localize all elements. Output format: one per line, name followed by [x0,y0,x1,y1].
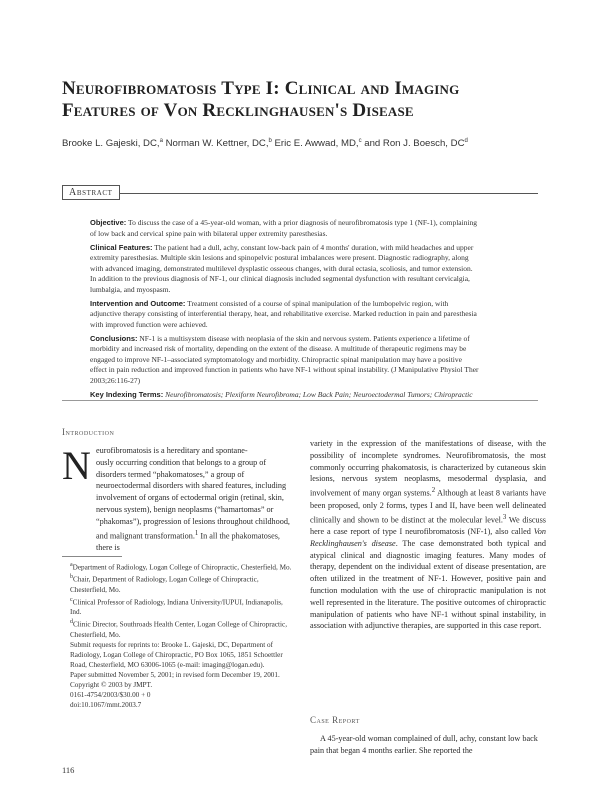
ref-2: 2 [431,487,436,495]
right-column-text [310,438,546,632]
abstract-bottom-rule [62,400,538,401]
author-3-affil: c [358,138,362,144]
right-paragraph: variety in the expression of the manifestations of disease, with the possibility of incomplete syndromes. Neurofibromatosis, the most commonly occurring phakomatosis, is characterized by cutaneous skin lesions, nervous system neoplasms, mesodermal dysplasia, and involvement of many organ systems.$^2$ Although at least 8 variants have been proposed, only 2 forms, types I and II, have been well delineated clinically and shown to be distinct at the molecular level.$^3$ We discuss here a case report of type I neurofibromatosis (NF-1), also called Von Recklinghausen's disease. The case demonstrated both typical and atypical clinical and diagnostic imaging features. Many modes of therapy, dependent on the individual extent of disease presentation, are often utilized in the treatment of NF-1. However, positive pain and function modulation with the use of chiropractic manipulation is not well represented in the literature. The positive outcomes of chiropractic manipulation of patients who have NF-1 without spinal instability, in association with adjunctive therapies, are supported in this case report. [310,439,546,631]
abstract-keyterms [90,390,480,401]
abstract-conclusions [90,334,480,387]
footnote-issn: 0161-4754/2003/$30.00 + 0 [70,690,151,699]
intro-body [62,457,294,554]
footnote-d: $^d$Clinic Director, Southroads Health Center, Logan College of Chiropractic, Chesterfield, Mo. [70,619,287,639]
footnote-a: $^a$Department of Radiology, Logan College of Chiropractic, Chesterfield, Mo. [70,562,292,572]
footnote-c: $^c$Clinical Professor of Radiology, Indiana University/IUPUI, Indianapolis, Ind. [70,596,283,617]
conclusions-label: Conclusions: [90,333,138,343]
footnote-b: $^b$Chair, Department of Radiology, Logan College of Chiropractic, Chesterfield, Mo. [70,574,259,594]
disease-name-italic: Von Recklinghausen's disease [310,527,546,548]
abstract-intervention [90,299,480,331]
footnote-submitted: Paper submitted November 5, 2001; in revised form December 19, 2001. [70,670,280,679]
conclusions-text: NF-1 is a multisystem disease with neoplasia of the skin and nervous system. Patients experience a lifetime of morbidity and increased risk of mortality, depending on the extent of the disease. A multitude of therapeutic regimens may be engaged to improve NF-1–associated symptomatology and morbidity. Chiropractic spinal manipulation may have a positive effect in pain reduction and improved function in patients who have NF-1 without spinal instability. (J Manipulative Physiol Ther 2003;26:116-27) [90,333,479,385]
author-2-affil: b [268,138,272,144]
objective-label: Objective: [90,218,127,227]
abstract-body [90,218,480,404]
intro-rest-end: In all the phakomatoses, there is [96,531,280,553]
author-2: Norman W. Kettner, DC, [162,138,269,150]
ref-1: 1 [194,529,199,537]
intro-rest: ously occurring condition that belongs to a group of disorders termed “phakomatoses,” a group of neuroectodermal disorders with shared features, including involvement of organs of ectodermal origin (retinal, skin, nervous system), benign neoplasms (“hamartomas” or “phakomas”), progression of lesions throughout childhood, and malignant transformation. [96,457,290,541]
author-4: and Ron J. Boesch, DC [361,138,465,150]
page-number: 116 [62,765,75,775]
clinical-text: The patient had a dull, achy, constant low-back pain of 4 months' duration, with mild headaches and upper extremity paresthesias. Multiple skin lesions and spinopelvic postural imbalances were present. Diagnostic radiography, along with advanced imaging, demonstrated multilevel dysplastic osseous changes, with dural ectasia, scoliosis, and tumor extension. In addition to the previous diagnosis of NF-1, our clinical diagnosis included segmental dysfunction with resultant cervicalgia, lumbalgia, and myospasm. [90,242,474,294]
keyterms-label: Key Indexing Terms: [90,389,164,399]
ref-3: 3 [502,513,507,521]
footnotes [62,560,294,710]
introduction-text [62,445,294,554]
case-report-heading: Case Report [310,715,360,725]
footnote-rule [62,556,122,557]
intervention-label: Intervention and Outcome: [90,298,186,308]
author-1: Brooke L. Gajeski, DC, [62,138,160,150]
footnote-doi: doi:10.1067/mmt.2003.7 [70,700,142,709]
footnote-reprints: Submit requests for reprints to: Brooke L. Gajeski, DC, Department of Radiology, Logan College of Chiropractic, PO Box 1065, 1851 Schoettler Road, Chesterfield, MO 63006-1065 (e-mail: imaging@logan.edu). [70,640,283,669]
drop-cap: N [62,443,91,488]
clinical-label: Clinical Features: [90,242,153,252]
introduction-heading: Introduction [62,427,115,437]
intervention-text: Treatment consisted of a course of spinal manipulation of the lumbopelvic region, with adjunctive therapy consisting of interferential therapy, heat, and rehabilitative exercise. Marked reduction in pain and paresthesia with improved function were achieved. [90,298,477,329]
objective-text: To discuss the case of a 45-year-old woman, with a prior diagnosis of neurofibromatosis type 1 (NF-1), complaining of low back and cervical spine pain with bilateral upper extremity paresthesias. [90,218,478,238]
title-line-1: Neurofibromatosis Type I: Clinical and Imaging [62,78,460,99]
abstract-clinical [90,243,480,296]
author-3: Eric E. Awwad, MD, [271,138,359,150]
author-1-affil: a [159,138,163,144]
case-report-text: A 45-year-old woman complained of dull, achy, constant low back pain that began 4 months earlier. She reported the [310,734,538,755]
footnote-copyright: Copyright © 2003 by JMPT. [70,680,153,689]
abstract-top-rule [62,193,538,194]
author-4-affil: d [464,138,468,144]
intro-first-line: eurofibromatosis is a hereditary and spontane- [96,446,248,455]
abstract-label: Abstract [62,185,120,200]
abstract-objective [90,218,480,239]
author-list [62,135,542,150]
article-title [62,78,542,122]
keyterms-text: Neurofibromatosis; Plexiform Neurofibroma; Low Back Pain; Neuroectodermal Tumors; Chiropractic [163,389,473,399]
title-line-2: Features of Von Recklinghausen's Disease [62,100,414,121]
